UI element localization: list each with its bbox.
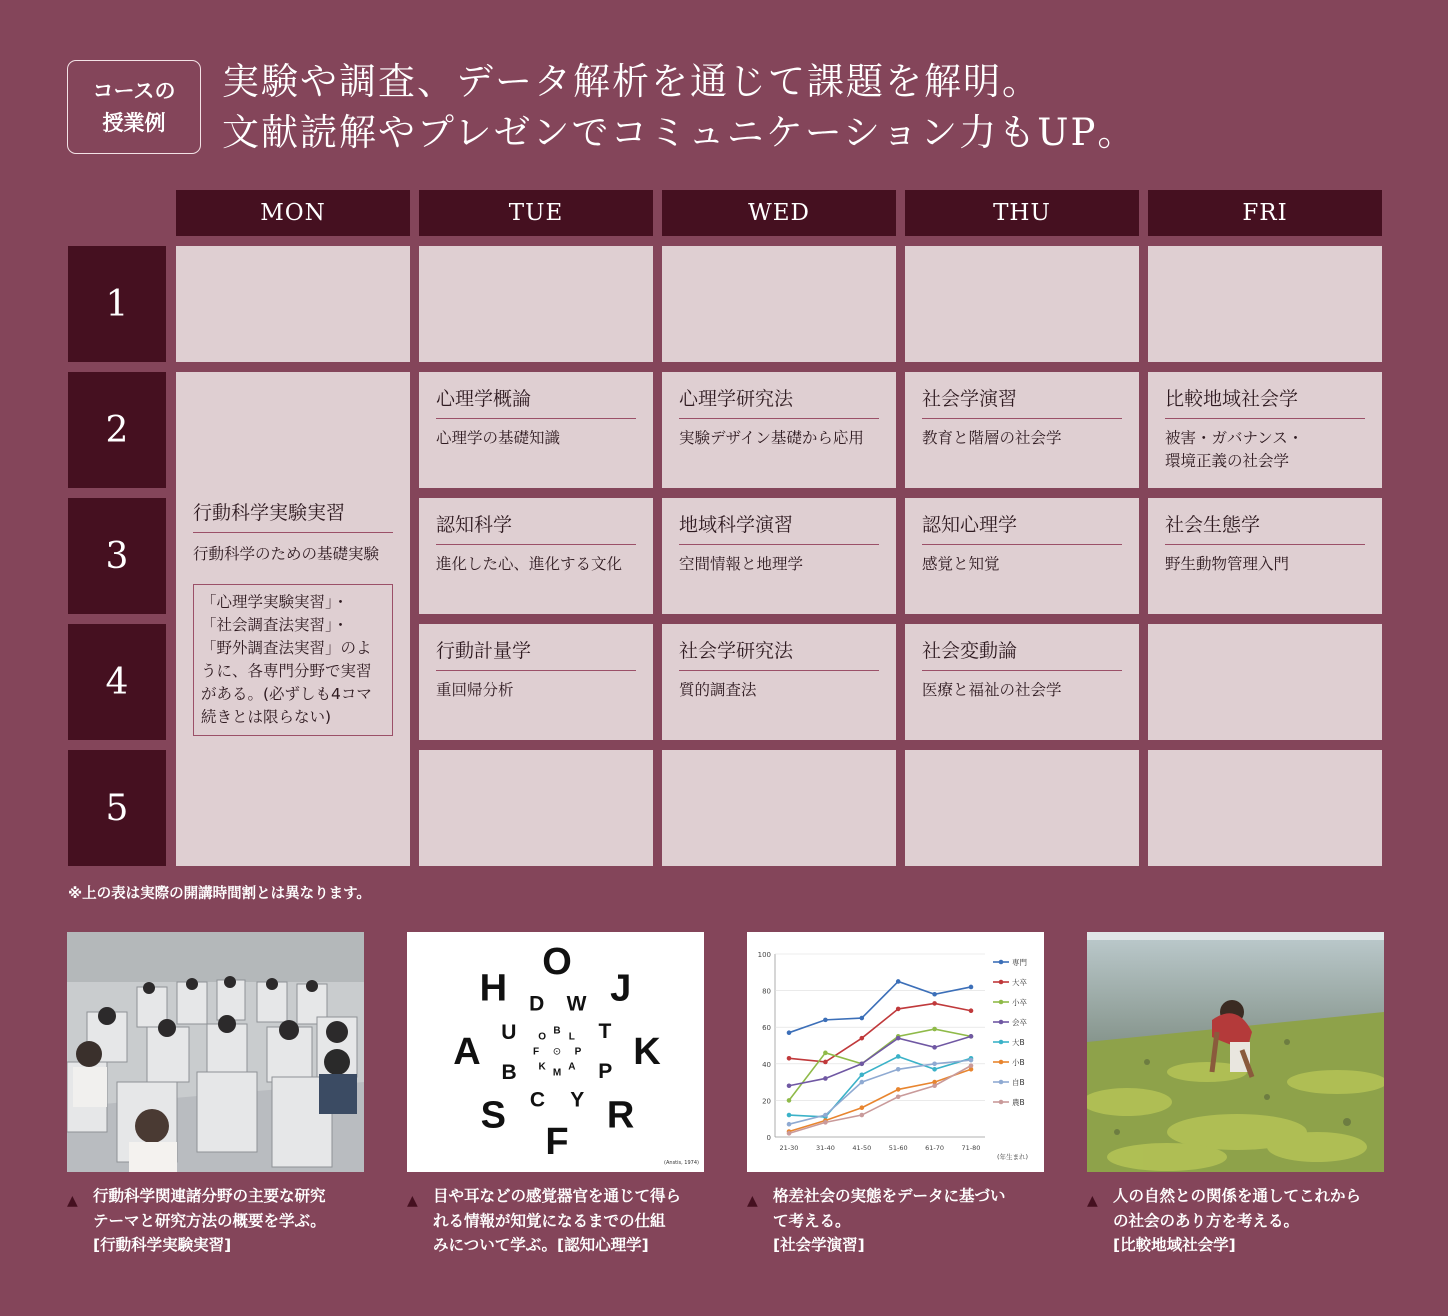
caption-line: の社会のあり方を考える。 bbox=[1113, 1211, 1300, 1230]
day-header-tue: TUE bbox=[419, 190, 653, 236]
course-cell bbox=[1148, 372, 1382, 488]
data-point bbox=[896, 1054, 901, 1059]
badge-line: 授業例 bbox=[102, 111, 166, 135]
course-cell bbox=[905, 372, 1139, 488]
eye-chart-letter: O bbox=[538, 1031, 547, 1043]
legend-marker bbox=[999, 980, 1004, 985]
eye-chart-letter: F bbox=[532, 1046, 540, 1058]
data-point bbox=[787, 1122, 792, 1127]
eye-chart-letter: H bbox=[479, 967, 508, 1010]
caption-line: [行動科学実験実習] bbox=[93, 1236, 232, 1254]
course-description-line: 重回帰分析 bbox=[436, 681, 514, 699]
data-point bbox=[787, 1083, 792, 1088]
lab-classroom-photo bbox=[67, 932, 364, 1172]
course-description-line: 心理学の基礎知識 bbox=[436, 429, 561, 447]
eye-chart-letter: L bbox=[568, 1031, 575, 1043]
triangle-icon: ▲ bbox=[67, 1193, 78, 1209]
course-title: 心理学研究法 bbox=[679, 384, 879, 419]
course-description bbox=[679, 427, 891, 450]
legend-marker bbox=[999, 1040, 1004, 1045]
eye-chart-letter: F bbox=[545, 1121, 569, 1163]
timetable-cell-empty bbox=[419, 246, 653, 362]
legend-label: 小卒 bbox=[1012, 998, 1027, 1007]
x-tick-label: 71-80 bbox=[961, 1144, 981, 1152]
period-number: 2 bbox=[68, 372, 166, 488]
headline-line: 実験や調査、データ解析を通じて課題を解明。 bbox=[222, 60, 1041, 103]
course-title: 認知科学 bbox=[436, 510, 636, 545]
data-point bbox=[896, 1094, 901, 1099]
course-description bbox=[1165, 553, 1377, 576]
data-point bbox=[787, 1113, 792, 1118]
caption-line: [社会学演習] bbox=[773, 1236, 865, 1254]
course-title: 心理学概論 bbox=[436, 384, 636, 419]
data-point bbox=[932, 1001, 937, 1006]
headline bbox=[222, 56, 1136, 158]
data-point bbox=[969, 985, 974, 990]
photo-caption bbox=[747, 1184, 1057, 1258]
data-point bbox=[932, 1045, 937, 1050]
data-point bbox=[969, 1058, 974, 1063]
day-header-fri: FRI bbox=[1148, 190, 1382, 236]
x-tick-label: 31-40 bbox=[815, 1144, 835, 1152]
period-number: 5 bbox=[68, 750, 166, 866]
timetable-cell-empty bbox=[662, 750, 896, 866]
course-title: 地域科学演習 bbox=[679, 510, 879, 545]
data-point bbox=[969, 1063, 974, 1068]
data-point bbox=[823, 1018, 828, 1023]
course-cell bbox=[419, 372, 653, 488]
timetable-cell-empty bbox=[419, 750, 653, 866]
course-description bbox=[922, 427, 1134, 450]
data-point bbox=[823, 1120, 828, 1125]
data-point bbox=[787, 1056, 792, 1061]
data-point bbox=[860, 1105, 865, 1110]
data-point bbox=[823, 1113, 828, 1118]
note-line: がある。(必ずしも4コマ bbox=[201, 685, 372, 703]
data-point bbox=[896, 1067, 901, 1072]
timetable-cell-empty bbox=[1148, 246, 1382, 362]
eye-chart-center: ⊙ bbox=[552, 1046, 562, 1058]
eye-chart-letter: B bbox=[501, 1060, 517, 1084]
note-line: 「社会調査法実習」・ bbox=[201, 616, 349, 634]
y-tick-label: 40 bbox=[762, 1060, 771, 1069]
course-title: 比較地域社会学 bbox=[1165, 384, 1365, 419]
triangle-icon: ▲ bbox=[407, 1193, 418, 1209]
data-point bbox=[932, 1027, 937, 1032]
course-cell bbox=[905, 498, 1139, 614]
timetable-cell-empty bbox=[662, 246, 896, 362]
data-point bbox=[896, 1036, 901, 1041]
course-title: 社会学研究法 bbox=[679, 636, 879, 671]
data-point bbox=[823, 1051, 828, 1056]
data-point bbox=[896, 979, 901, 984]
course-cell bbox=[662, 624, 896, 740]
course-title: 社会学演習 bbox=[922, 384, 1122, 419]
data-point bbox=[787, 1131, 792, 1136]
eye-chart-letter: J bbox=[610, 967, 632, 1010]
triangle-icon: ▲ bbox=[1087, 1193, 1098, 1209]
data-point bbox=[969, 1034, 974, 1039]
data-point bbox=[860, 1080, 865, 1085]
note-line: うに、各専門分野で実習 bbox=[201, 662, 372, 680]
eye-chart-letter: P bbox=[598, 1059, 613, 1083]
eye-chart-letter: U bbox=[501, 1021, 517, 1045]
data-point bbox=[860, 1072, 865, 1077]
x-tick-label: 21-30 bbox=[779, 1144, 799, 1152]
y-tick-label: 0 bbox=[766, 1134, 771, 1142]
course-description-line: 進化した心、進化する文化 bbox=[436, 555, 623, 573]
data-point bbox=[932, 1062, 937, 1067]
visual-acuity-chart bbox=[407, 932, 704, 1172]
legend-label: 会卒 bbox=[1012, 1018, 1027, 1027]
caption-line: [比較地域社会学] bbox=[1113, 1236, 1236, 1254]
course-cell bbox=[905, 624, 1139, 740]
x-tick-label: 41-50 bbox=[852, 1144, 872, 1152]
caption-line: 人の自然との関係を通してこれから bbox=[1113, 1187, 1362, 1205]
course-description-line: 質的調査法 bbox=[679, 681, 757, 699]
y-tick-label: 80 bbox=[762, 987, 771, 996]
course-title: 行動計量学 bbox=[436, 636, 636, 671]
practicum-note bbox=[193, 584, 393, 736]
caption-line: 行動科学関連諸分野の主要な研究 bbox=[93, 1187, 326, 1205]
eye-chart-letter: Y bbox=[570, 1088, 585, 1112]
eye-chart-letter: P bbox=[574, 1046, 582, 1058]
course-title: 認知心理学 bbox=[922, 510, 1122, 545]
course-title: 社会変動論 bbox=[922, 636, 1122, 671]
course-description-line: 環境正義の社会学 bbox=[1165, 452, 1290, 470]
course-description bbox=[679, 553, 891, 576]
eye-chart-letter: K bbox=[633, 1031, 661, 1073]
legend-label: 大B bbox=[1012, 1038, 1025, 1047]
caption-line: テーマと研究方法の概要を学ぶ。 bbox=[93, 1211, 326, 1230]
photo-caption bbox=[1087, 1184, 1397, 1258]
course-description bbox=[1165, 427, 1377, 473]
legend-label: 自B bbox=[1012, 1078, 1025, 1087]
course-description-line: 被害・ガバナンス・ bbox=[1165, 429, 1304, 447]
course-cell bbox=[419, 498, 653, 614]
data-point bbox=[860, 1113, 865, 1118]
y-tick-label: 20 bbox=[762, 1097, 771, 1106]
data-point bbox=[787, 1098, 792, 1103]
caption-line: 目や耳などの感覚器官を通じて得ら bbox=[433, 1187, 682, 1205]
data-point bbox=[896, 1087, 901, 1092]
data-point bbox=[823, 1060, 828, 1065]
eye-chart-letter: S bbox=[480, 1094, 507, 1137]
triangle-icon: ▲ bbox=[747, 1193, 758, 1209]
legend-marker bbox=[999, 960, 1004, 965]
caption-line: て考える。 bbox=[773, 1211, 851, 1230]
x-tick-label: 61-70 bbox=[925, 1144, 945, 1152]
course-description-line: 空間情報と地理学 bbox=[679, 555, 804, 573]
course-description bbox=[436, 427, 648, 450]
data-point bbox=[932, 992, 937, 997]
eye-chart-letter: O bbox=[542, 941, 572, 983]
eye-chart-letter: K bbox=[538, 1061, 546, 1073]
course-cell bbox=[1148, 498, 1382, 614]
timetable-cell-empty bbox=[905, 246, 1139, 362]
eye-chart-letter: T bbox=[598, 1020, 612, 1044]
data-point bbox=[969, 1008, 974, 1013]
series-line bbox=[789, 981, 971, 1032]
course-title: 行動科学実験実習 bbox=[193, 498, 393, 533]
eye-chart-credit: (Anstis, 1974) bbox=[664, 1160, 699, 1166]
eye-chart-letter: C bbox=[529, 1088, 546, 1112]
eye-chart-letter: M bbox=[552, 1067, 562, 1079]
course-description-line: 実験デザイン基礎から応用 bbox=[679, 429, 864, 447]
course-description-line: 医療と福祉の社会学 bbox=[922, 681, 1062, 699]
photo-caption bbox=[67, 1184, 377, 1258]
note-line: 「心理学実験実習」・ bbox=[201, 593, 349, 611]
course-description bbox=[679, 679, 891, 702]
data-point bbox=[932, 1067, 937, 1072]
timetable-cell-empty bbox=[176, 246, 410, 362]
y-tick-label: 100 bbox=[757, 951, 771, 959]
timetable-cell-empty bbox=[1148, 624, 1382, 740]
caption-line: 格差社会の実態をデータに基づい bbox=[773, 1187, 1006, 1205]
legend-marker bbox=[999, 1060, 1004, 1065]
series-line bbox=[789, 1060, 971, 1124]
course-cell bbox=[419, 624, 653, 740]
data-point bbox=[823, 1076, 828, 1081]
course-description-line: 野生動物管理入門 bbox=[1165, 555, 1290, 573]
timetable-cell-empty bbox=[905, 750, 1139, 866]
data-point bbox=[860, 1036, 865, 1041]
period-number: 1 bbox=[68, 246, 166, 362]
legend-marker bbox=[999, 1100, 1004, 1105]
headline-line: 文献読解やプレゼンでコミュニケーション力もUP。 bbox=[222, 111, 1137, 154]
inequality-line-chart bbox=[747, 932, 1044, 1172]
eye-chart-letter: W bbox=[566, 992, 587, 1016]
x-axis-note: (年生まれ) bbox=[997, 1153, 1029, 1161]
series-line bbox=[789, 1029, 971, 1100]
timetable-footnote: ※上の表は実際の開講時間割とは異なります。 bbox=[68, 886, 371, 902]
caption-line: みについて学ぶ。[認知心理学] bbox=[433, 1236, 649, 1254]
note-line: 「野外調査法実習」のよ bbox=[201, 639, 372, 657]
course-description bbox=[436, 679, 648, 702]
caption-line: れる情報が知覚になるまでの仕組 bbox=[433, 1211, 666, 1230]
eye-chart-letter: A bbox=[568, 1061, 576, 1073]
eye-chart-letter: D bbox=[529, 992, 545, 1016]
badge-line: コースの bbox=[92, 79, 176, 103]
course-description bbox=[436, 553, 648, 576]
data-point bbox=[932, 1083, 937, 1088]
course-description bbox=[922, 553, 1134, 576]
course-cell bbox=[662, 498, 896, 614]
data-point bbox=[860, 1062, 865, 1067]
legend-marker bbox=[999, 1000, 1004, 1005]
course-cell bbox=[662, 372, 896, 488]
day-header-thu: THU bbox=[905, 190, 1139, 236]
legend-marker bbox=[999, 1020, 1004, 1025]
monday-course-block bbox=[176, 372, 410, 866]
course-description-line: 感覚と知覚 bbox=[922, 555, 1000, 573]
wetland-fieldwork-photo bbox=[1087, 932, 1384, 1172]
legend-label: 専門 bbox=[1012, 958, 1027, 967]
period-number: 3 bbox=[68, 498, 166, 614]
eye-chart-letter: R bbox=[606, 1094, 635, 1137]
course-title: 社会生態学 bbox=[1165, 510, 1365, 545]
data-point bbox=[896, 1007, 901, 1012]
course-description bbox=[922, 679, 1134, 702]
note-line: 続きとは限らない) bbox=[201, 708, 332, 726]
legend-label: 大卒 bbox=[1012, 978, 1027, 987]
day-header-mon: MON bbox=[176, 190, 410, 236]
course-description: 行動科学のための基礎実験 bbox=[193, 545, 380, 563]
course-description-line: 教育と階層の社会学 bbox=[922, 429, 1062, 447]
timetable-cell-empty bbox=[1148, 750, 1382, 866]
data-point bbox=[787, 1030, 792, 1035]
eye-chart-letter: B bbox=[553, 1025, 561, 1037]
legend-label: 小B bbox=[1012, 1058, 1025, 1067]
x-tick-label: 51-60 bbox=[888, 1144, 908, 1152]
period-number: 4 bbox=[68, 624, 166, 740]
legend-label: 農B bbox=[1012, 1098, 1025, 1107]
photo-caption bbox=[407, 1184, 717, 1258]
day-header-wed: WED bbox=[662, 190, 896, 236]
data-point bbox=[860, 1016, 865, 1021]
eye-chart-letter: A bbox=[453, 1031, 481, 1073]
legend-marker bbox=[999, 1080, 1004, 1085]
series-line bbox=[789, 1003, 971, 1062]
course-example-badge bbox=[67, 60, 201, 154]
y-tick-label: 60 bbox=[762, 1024, 771, 1033]
